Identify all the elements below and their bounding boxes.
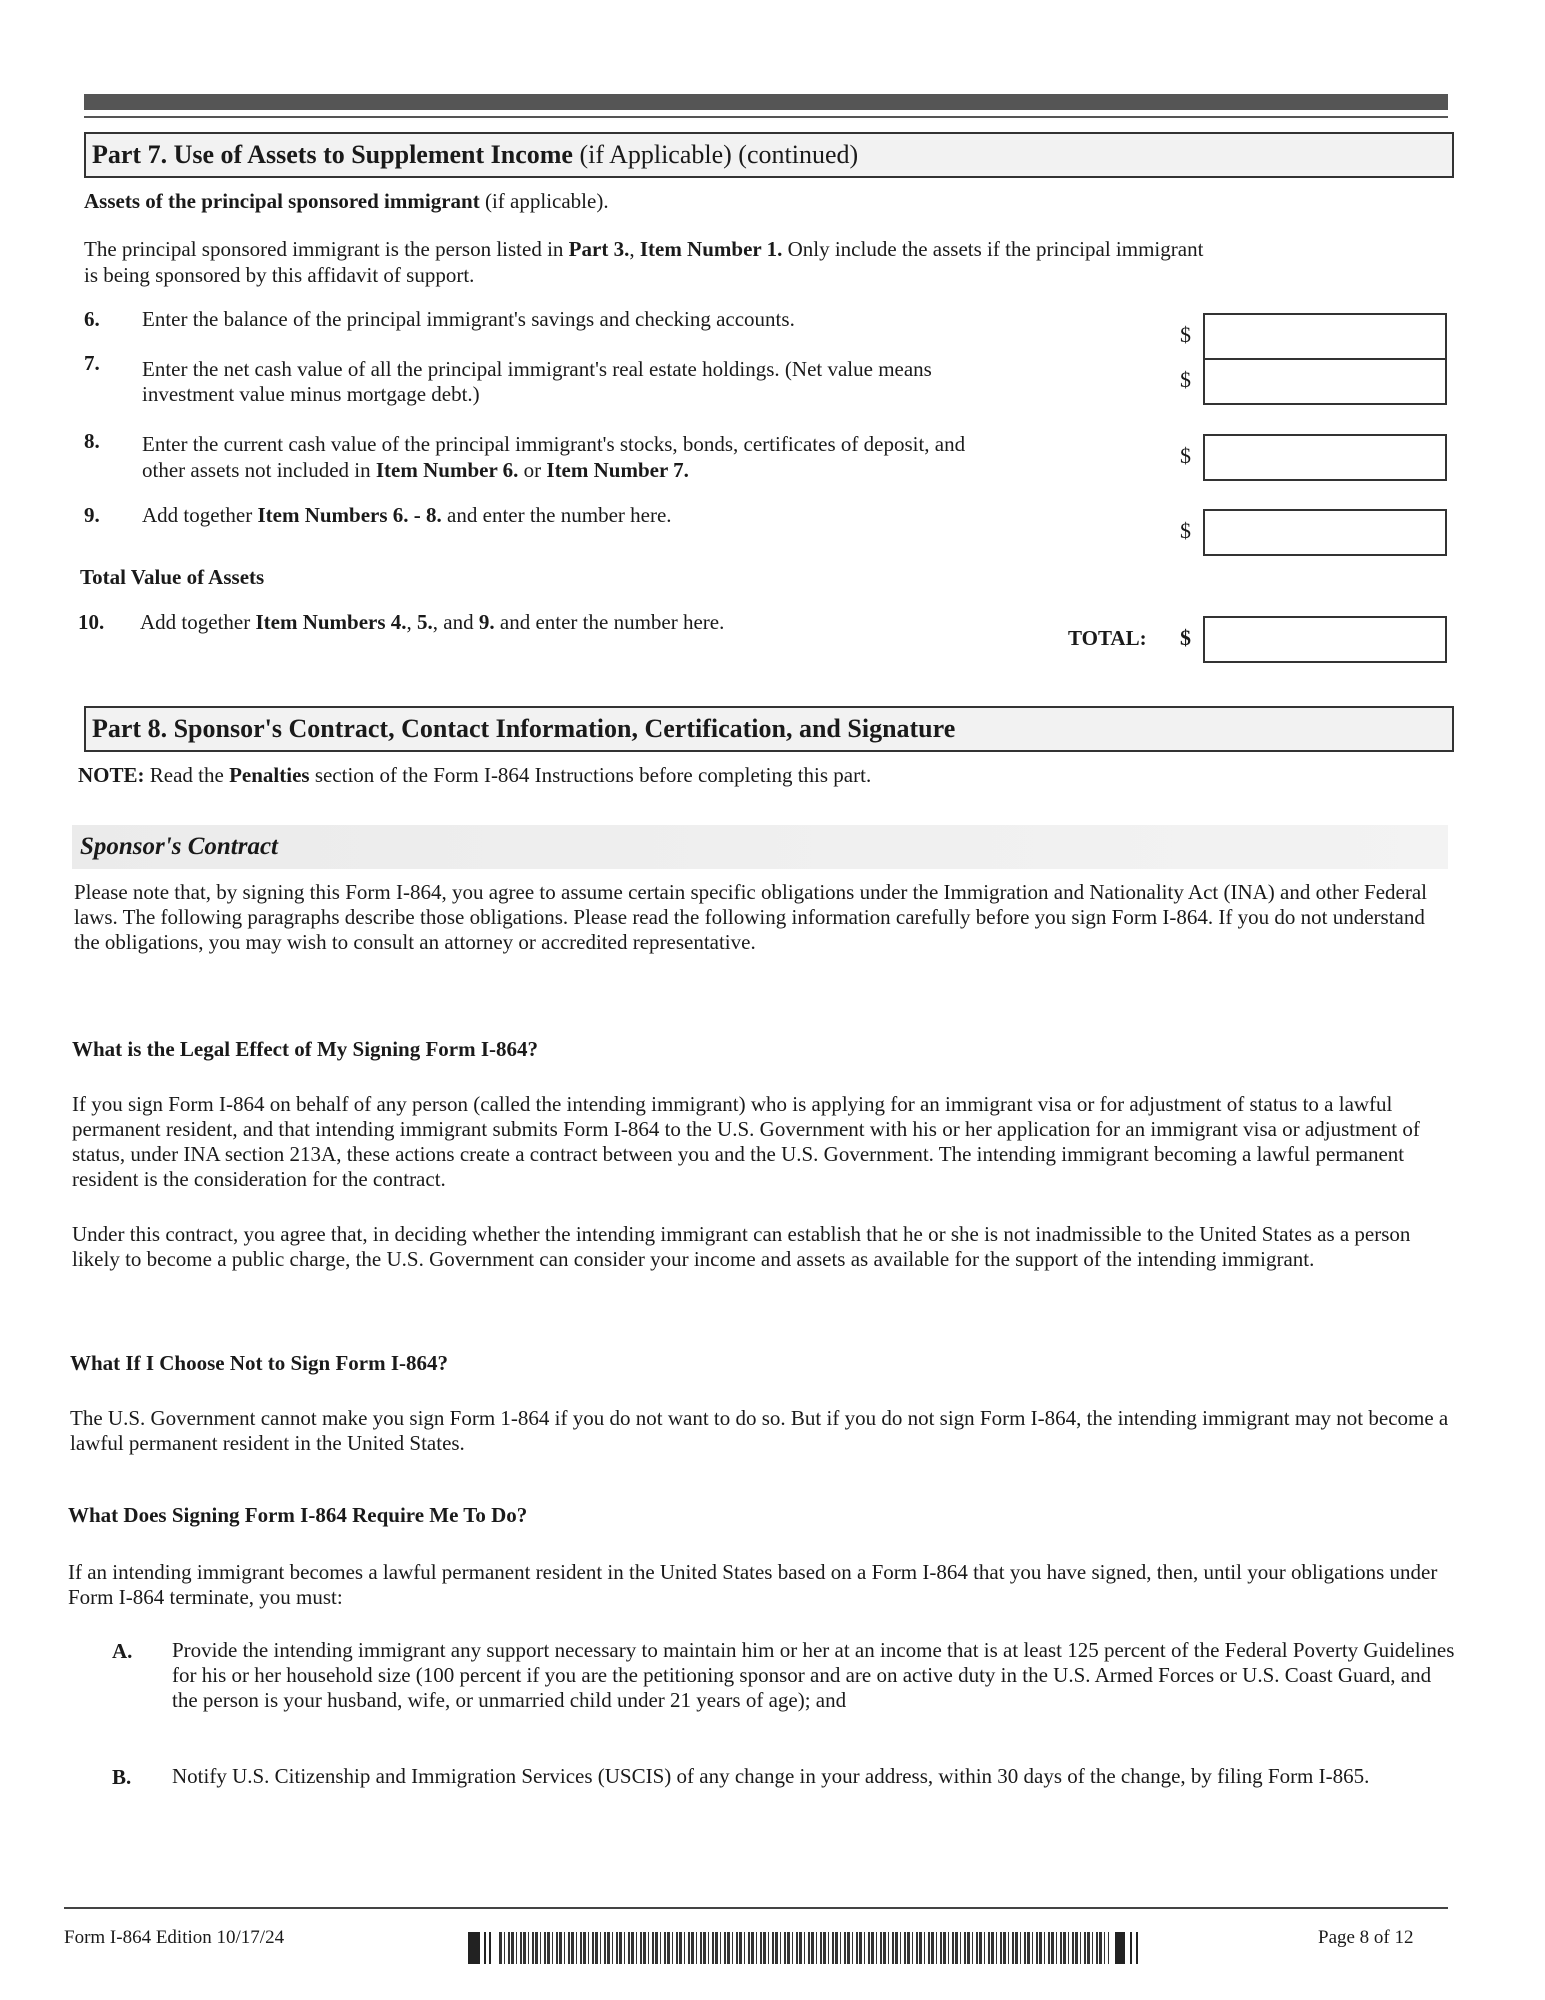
item-7-real-estate-input[interactable] bbox=[1203, 358, 1447, 405]
total-assets-input[interactable] bbox=[1203, 616, 1447, 663]
intro-ref-part: Part 3. bbox=[568, 237, 630, 261]
legal-effect-heading: What is the Legal Effect of My Signing Form I-864? bbox=[72, 1037, 539, 1061]
item-9-text: and enter the number here. bbox=[441, 503, 672, 527]
part8-title: Part 8. Sponsor's Contract, Contact Information, Certification, and Signature bbox=[92, 714, 956, 743]
assets-heading-normal: (if applicable). bbox=[479, 189, 609, 213]
item-8-stocks-input[interactable] bbox=[1203, 434, 1447, 481]
barcode-data bbox=[499, 1932, 1109, 1964]
item-8-ref: Item Number 7. bbox=[546, 458, 689, 482]
item-6-number: 6. bbox=[84, 307, 100, 331]
item-10-number: 10. bbox=[78, 610, 105, 634]
barcode-stop-bar bbox=[1115, 1932, 1125, 1964]
item-8-text: other assets not included in bbox=[142, 458, 376, 482]
total-assets-heading: Total Value of Assets bbox=[80, 565, 265, 589]
header-rule bbox=[84, 116, 1448, 118]
obligation-a-label: A. bbox=[112, 1639, 133, 1663]
note-penalties-ref: Penalties bbox=[229, 763, 310, 787]
item-9-sum-input[interactable] bbox=[1203, 509, 1447, 556]
assets-intro-line1 bbox=[84, 236, 1203, 262]
barcode-bar bbox=[1136, 1932, 1138, 1964]
item-10-label bbox=[140, 609, 724, 635]
legal-effect-paragraph-1: If you sign Form I-864 on behalf of any person (called the intending immigrant) who is applying for an immigrant visa or for adjustment of status to a lawful permanent resident, and that intending immigrant submits Form I-864 to the U.S. Government with his or her application for an immigrant visa or adjustment of status, under INA section 213A, these actions create a contract between you and the U.S. Government. The intending immigrant becoming a lawful permanent resident is the consideration for the contract. bbox=[72, 1092, 1420, 1191]
footer-page-number: Page 8 of 12 bbox=[1318, 1927, 1414, 1948]
footer-form-edition: Form I-864 Edition 10/17/24 bbox=[64, 1927, 285, 1948]
obligation-a-text: Provide the intending immigrant any support necessary to maintain him or her at an income that is at least 125 percent of the Federal Poverty Guidelines for his or her household size (100 percent if you are the petitioning sponsor and are on active duty in the U.S. Armed Forces or U.S. Coast Guard, and the person is your husband, wife, or unmarried child under 21 years of age); and bbox=[172, 1638, 1455, 1712]
header-bar bbox=[84, 94, 1448, 110]
item-7-label-line1: Enter the net cash value of all the principal immigrant's real estate holdings. (Net value means bbox=[142, 357, 932, 381]
item-8-number: 8. bbox=[84, 429, 100, 453]
part7-title-suffix: (if Applicable) (continued) bbox=[572, 140, 859, 169]
note-text: section of the Form I-864 Instructions before completing this part. bbox=[309, 763, 872, 787]
footer-rule bbox=[64, 1907, 1448, 1909]
item-6-savings-input[interactable] bbox=[1203, 313, 1447, 360]
part8-header bbox=[84, 706, 1454, 752]
item-8-currency: $ bbox=[1180, 443, 1191, 468]
item-10-text: Add together bbox=[140, 610, 256, 634]
intro-ref-item: Item Number 1. bbox=[639, 237, 783, 261]
item-7-currency: $ bbox=[1180, 367, 1191, 392]
pdf417-barcode-icon bbox=[468, 1932, 1138, 1964]
obligation-b-text: Notify U.S. Citizenship and Immigration Services (USCIS) of any change in your address, within 30 days of the change, by filing Form I-865. bbox=[172, 1764, 1370, 1788]
requirements-heading: What Does Signing Form I-864 Require Me To Do? bbox=[68, 1503, 528, 1527]
not-sign-paragraph: The U.S. Government cannot make you sign Form 1-864 if you do not want to do so. But if you do not sign Form I-864, the intending immigrant may not become a lawful permanent resident in the United States. bbox=[70, 1406, 1449, 1455]
total-label: TOTAL: bbox=[1068, 626, 1147, 650]
sponsors-contract-banner bbox=[72, 825, 1448, 869]
item-9-ref: Item Numbers 6. - 8. bbox=[257, 503, 442, 527]
part8-note bbox=[78, 762, 871, 788]
not-sign-heading: What If I Choose Not to Sign Form I-864? bbox=[70, 1351, 448, 1375]
barcode-gap bbox=[491, 1932, 499, 1964]
item-6-currency: $ bbox=[1180, 322, 1191, 347]
item-8-label-line2 bbox=[142, 457, 689, 483]
total-currency: $ bbox=[1180, 625, 1191, 650]
part7-title: Part 7. Use of Assets to Supplement Income bbox=[92, 140, 573, 169]
obligation-b-label: B. bbox=[112, 1765, 132, 1789]
item-10-ref: 5. bbox=[417, 610, 433, 634]
legal-effect-paragraph-2: Under this contract, you agree that, in deciding whether the intending immigrant can establish that he or she is not inadmissible to the United States as a person likely to become a public charge, the U.S. Government can consider your income and assets as available for the support of the intending immigrant. bbox=[72, 1222, 1411, 1271]
item-9-text: Add together bbox=[142, 503, 258, 527]
item-7-number: 7. bbox=[84, 351, 100, 375]
item-10-ref: Item Numbers 4. bbox=[255, 610, 407, 634]
item-10-ref: 9. bbox=[478, 610, 495, 634]
part7-header bbox=[84, 132, 1454, 178]
item-10-text: , and bbox=[432, 610, 479, 634]
item-6-label: Enter the balance of the principal immigrant's savings and checking accounts. bbox=[142, 307, 795, 331]
contract-intro-paragraph: Please note that, by signing this Form I-864, you agree to assume certain specific obligations under the Immigration and Nationality Act (INA) and other Federal laws. The following paragraphs describe those obligations. Please read the following information carefully before you sign Form I-864. If you do not understand the obligations, you may wish to consult an attorney or accredited representative. bbox=[74, 880, 1427, 954]
assets-heading-bold: Assets of the principal sponsored immigrant bbox=[84, 189, 480, 213]
item-8-label-line1: Enter the current cash value of the principal immigrant's stocks, bonds, certificates of deposit, and bbox=[142, 432, 966, 456]
intro-text: Only include the assets if the principal immigrant bbox=[782, 237, 1204, 261]
requirements-paragraph: If an intending immigrant becomes a lawful permanent resident in the United States based on a Form I-864 that you have signed, then, until your obligations under Form I-864 terminate, you must: bbox=[68, 1560, 1438, 1609]
item-9-currency: $ bbox=[1180, 518, 1191, 543]
intro-text: , bbox=[629, 237, 640, 261]
item-8-ref: Item Number 6. bbox=[375, 458, 519, 482]
note-label: NOTE: bbox=[78, 763, 145, 787]
note-text: Read the bbox=[144, 763, 230, 787]
assets-intro-line2: is being sponsored by this affidavit of support. bbox=[84, 263, 475, 287]
item-8-text: or bbox=[518, 458, 547, 482]
item-7-label-line2: investment value minus mortgage debt.) bbox=[142, 382, 480, 406]
sponsors-contract-heading: Sponsor's Contract bbox=[80, 833, 278, 860]
item-9-number: 9. bbox=[84, 503, 100, 527]
item-10-text: , bbox=[406, 610, 418, 634]
barcode-start-bar bbox=[468, 1932, 480, 1964]
item-9-label bbox=[142, 502, 672, 528]
intro-text: The principal sponsored immigrant is the person listed in bbox=[84, 237, 569, 261]
item-10-text: and enter the number here. bbox=[494, 610, 725, 634]
assets-heading bbox=[84, 188, 609, 214]
